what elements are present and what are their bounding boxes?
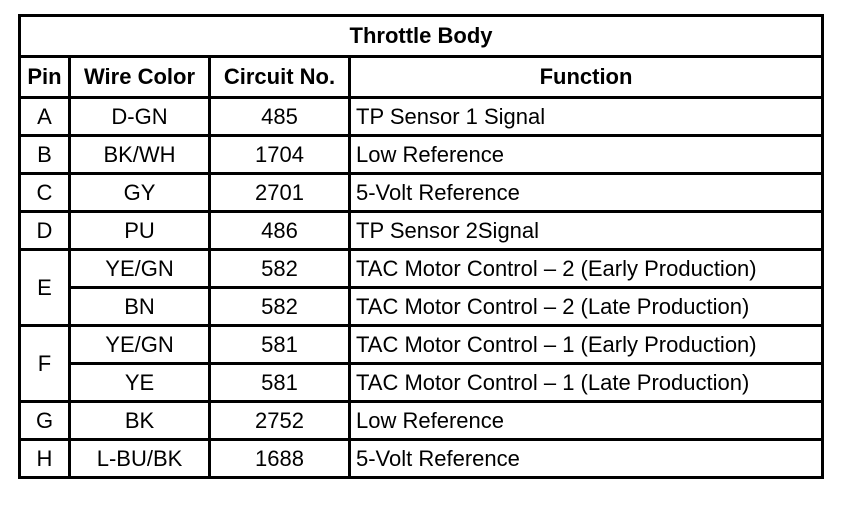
table-row [20,364,823,402]
table-row [20,98,823,136]
header-pin: Pin [20,57,70,98]
wire-color-cell: L-BU/BK [70,440,210,478]
wire-color-cell: PU [70,212,210,250]
wire-color-cell: BK/WH [70,136,210,174]
throttle-body-pinout-table [18,14,824,479]
function-cell: TAC Motor Control – 1 (Late Production) [350,364,823,402]
table-row [20,174,823,212]
header-wire-color: Wire Color [70,57,210,98]
circuit-no-cell: 582 [210,288,350,326]
table-row [20,288,823,326]
table-row [20,326,823,364]
pin-cell: D [20,212,70,250]
pin-cell: F [20,326,70,402]
function-cell: TAC Motor Control – 1 (Early Production) [350,326,823,364]
function-cell: Low Reference [350,402,823,440]
pin-cell: G [20,402,70,440]
table-title-row [20,16,823,57]
function-cell: 5-Volt Reference [350,440,823,478]
circuit-no-cell: 1704 [210,136,350,174]
circuit-no-cell: 581 [210,326,350,364]
circuit-no-cell: 485 [210,98,350,136]
table-row [20,440,823,478]
circuit-no-cell: 1688 [210,440,350,478]
circuit-no-cell: 581 [210,364,350,402]
circuit-no-cell: 486 [210,212,350,250]
function-cell: 5-Volt Reference [350,174,823,212]
wire-color-cell: GY [70,174,210,212]
wire-color-cell: BK [70,402,210,440]
pin-cell: H [20,440,70,478]
wire-color-cell: D-GN [70,98,210,136]
header-function: Function [350,57,823,98]
function-cell: TAC Motor Control – 2 (Late Production) [350,288,823,326]
table-header-row [20,57,823,98]
table-row [20,250,823,288]
table-title: Throttle Body [20,16,823,57]
wire-color-cell: BN [70,288,210,326]
table-row [20,136,823,174]
pin-cell: E [20,250,70,326]
pin-cell: B [20,136,70,174]
circuit-no-cell: 582 [210,250,350,288]
header-circuit-no: Circuit No. [210,57,350,98]
pin-cell: C [20,174,70,212]
table-row [20,212,823,250]
function-cell: TAC Motor Control – 2 (Early Production) [350,250,823,288]
pin-cell: A [20,98,70,136]
function-cell: Low Reference [350,136,823,174]
wire-color-cell: YE/GN [70,250,210,288]
circuit-no-cell: 2701 [210,174,350,212]
circuit-no-cell: 2752 [210,402,350,440]
function-cell: TP Sensor 2Signal [350,212,823,250]
wire-color-cell: YE [70,364,210,402]
function-cell: TP Sensor 1 Signal [350,98,823,136]
table-row [20,402,823,440]
wire-color-cell: YE/GN [70,326,210,364]
